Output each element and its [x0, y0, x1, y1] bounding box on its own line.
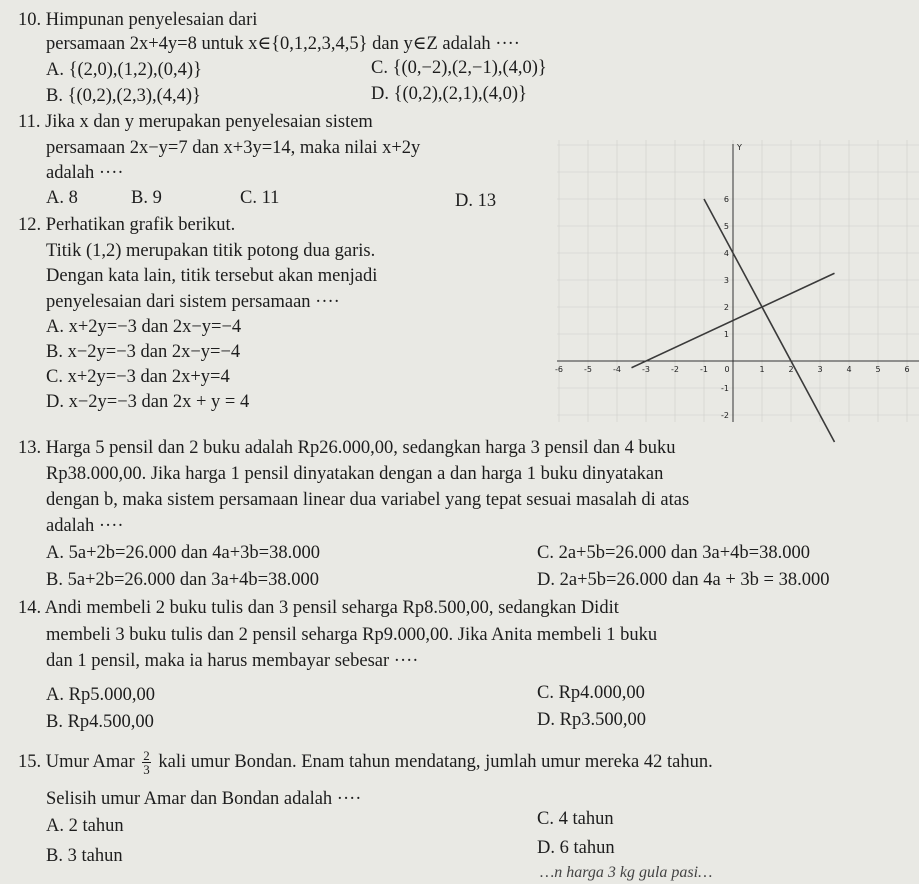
q14-line2: membeli 3 buku tulis dan 2 pensil seharga Rp9.000,00. Jika Anita membeli 1 buku: [46, 625, 658, 645]
graph-axes: [557, 144, 919, 422]
q15-option-d[interactable]: D. 6 tahun: [537, 838, 615, 858]
q12-option-d[interactable]: D. x−2y=−3 dan 2x + y = 4: [46, 392, 250, 412]
x-tick-label: 4: [846, 365, 852, 374]
q10-line2: persamaan 2x+4y=8 untuk x∈{0,1,2,3,4,5} dan y∈Z adalah ····: [46, 34, 520, 54]
q10-option-a[interactable]: A. {(2,0),(1,2),(0,4)}: [46, 60, 202, 80]
q14-option-c[interactable]: C. Rp4.000,00: [537, 683, 645, 703]
y-axis-label: Y: [737, 143, 742, 152]
x-tick-label: 2: [788, 365, 794, 374]
q14-option-a[interactable]: A. Rp5.000,00: [46, 685, 155, 705]
y-tick-label: 5: [723, 222, 729, 231]
graph-tick-labels: [555, 195, 910, 420]
y-tick-label: 3: [723, 276, 729, 285]
q10-line1: 10. Himpunan penyelesaian dari: [18, 10, 258, 30]
q10-option-b[interactable]: B. {(0,2),(2,3),(4,4)}: [46, 86, 201, 106]
cutoff-next-question: …n harga 3 kg gula pasi…: [540, 864, 713, 881]
y-tick-label: -2: [721, 411, 729, 420]
q13-option-c[interactable]: C. 2a+5b=26.000 dan 3a+4b=38.000: [537, 543, 810, 563]
y-tick-label: 1: [723, 330, 729, 339]
graph-grid: [557, 140, 919, 422]
q14-line1: 14. Andi membeli 2 buku tulis dan 3 pensil seharga Rp8.500,00, sedangkan Didit: [18, 598, 619, 618]
x-tick-label: 3: [817, 365, 823, 374]
q13-line2: Rp38.000,00. Jika harga 1 pensil dinyatakan dengan a dan harga 1 buku dinyatakan: [46, 464, 664, 484]
x-tick-label: -4: [613, 365, 621, 374]
q14-line3: dan 1 pensil, maka ia harus membayar sebesar ····: [46, 651, 419, 671]
q15-fraction: [142, 749, 151, 776]
q11-option-d[interactable]: D. 13: [455, 191, 497, 211]
q11-option-a[interactable]: A. 8: [46, 188, 78, 208]
x-tick-label: -6: [555, 365, 563, 374]
x-tick-label: 6: [904, 365, 910, 374]
q11-line1: 11. Jika x dan y merupakan penyelesaian sistem: [18, 112, 373, 132]
q15-line1-post: kali umur Bondan. Enam tahun mendatang, jumlah umur mereka 42 tahun.: [158, 751, 713, 772]
q12-option-c[interactable]: C. x+2y=−3 dan 2x+y=4: [46, 367, 230, 387]
x-tick-label: 1: [759, 365, 765, 374]
q14-option-d[interactable]: D. Rp3.500,00: [537, 710, 646, 730]
q13-option-a[interactable]: A. 5a+2b=26.000 dan 4a+3b=38.000: [46, 543, 320, 563]
q15-line1: [18, 749, 713, 776]
x-tick-label: -5: [584, 365, 592, 374]
q13-line1: 13. Harga 5 pensil dan 2 buku adalah Rp26.000,00, sedangkan harga 3 pensil dan 4 buku: [18, 438, 676, 458]
y-tick-label: -1: [721, 384, 729, 393]
q15-fraction-numerator: 2: [143, 748, 150, 763]
q11-line3: adalah ····: [46, 163, 124, 183]
q12-graph: [557, 140, 919, 422]
q12-line3: Dengan kata lain, titik tersebut akan menjadi: [46, 266, 378, 286]
q12-line1: 12. Perhatikan grafik berikut.: [18, 215, 236, 235]
y-tick-label: 4: [723, 249, 729, 258]
q12-option-b[interactable]: B. x−2y=−3 dan 2x−y=−4: [46, 342, 241, 362]
q14-option-b[interactable]: B. Rp4.500,00: [46, 712, 154, 732]
q10-option-d[interactable]: D. {(0,2),(2,1),(4,0)}: [371, 84, 527, 104]
q11-line2: persamaan 2x−y=7 dan x+3y=14, maka nilai x+2y: [46, 138, 421, 158]
q15-line1-pre: 15. Umur Amar: [18, 751, 135, 772]
y-tick-label: 6: [723, 195, 729, 204]
q15-fraction-denominator: 3: [143, 762, 150, 777]
q13-line3: dengan b, maka sistem persamaan linear dua variabel yang tepat sesuai masalah di atas: [46, 490, 690, 510]
q15-line2: Selisih umur Amar dan Bondan adalah ····: [46, 789, 362, 809]
q15-option-b[interactable]: B. 3 tahun: [46, 846, 123, 866]
q10-option-c[interactable]: C. {(0,−2),(2,−1),(4,0)}: [371, 58, 547, 78]
y-tick-label: 2: [723, 303, 729, 312]
q12-line2: Titik (1,2) merupakan titik potong dua garis.: [46, 241, 376, 261]
q13-option-d[interactable]: D. 2a+5b=26.000 dan 4a + 3b = 38.000: [537, 570, 830, 590]
x-tick-label: -1: [700, 365, 708, 374]
q11-option-b[interactable]: B. 9: [131, 188, 162, 208]
q11-option-c[interactable]: C. 11: [240, 188, 280, 208]
q12-option-a[interactable]: A. x+2y=−3 dan 2x−y=−4: [46, 317, 242, 337]
x-tick-label: -3: [642, 365, 650, 374]
series-line: [704, 199, 835, 442]
q13-line4: adalah ····: [46, 516, 124, 536]
x-tick-label: 0: [724, 365, 730, 374]
x-tick-label: -2: [671, 365, 679, 374]
x-tick-label: 5: [875, 365, 881, 374]
q13-option-b[interactable]: B. 5a+2b=26.000 dan 3a+4b=38.000: [46, 570, 319, 590]
q12-line4: penyelesaian dari sistem persamaan ····: [46, 292, 340, 312]
q15-option-c[interactable]: C. 4 tahun: [537, 809, 614, 829]
q15-option-a[interactable]: A. 2 tahun: [46, 816, 124, 836]
